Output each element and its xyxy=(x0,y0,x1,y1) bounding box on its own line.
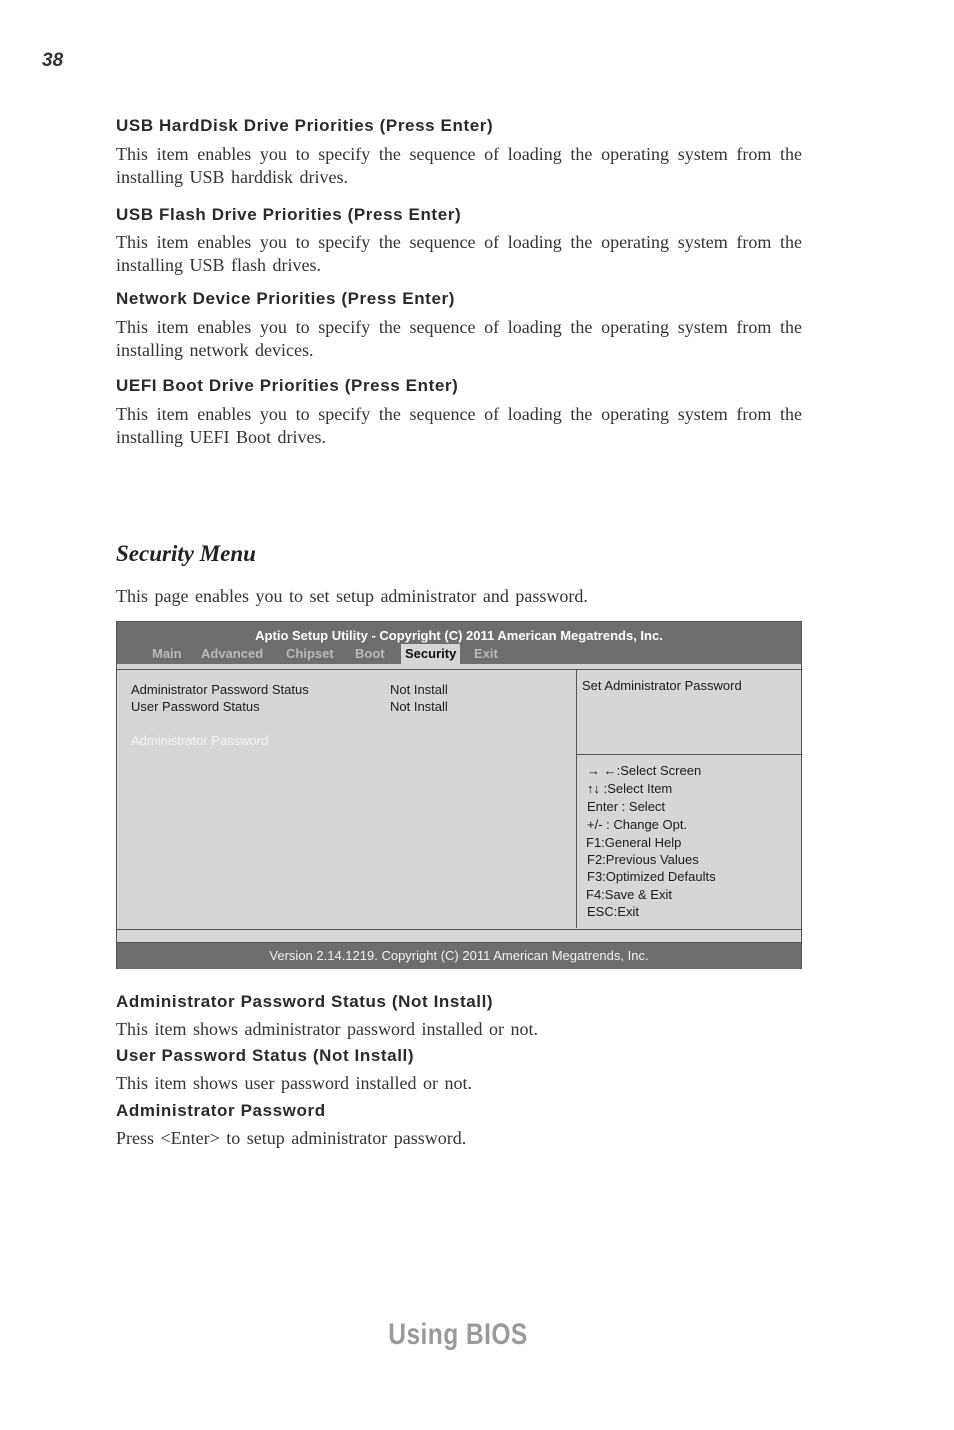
item-description: This item enables you to specify the sequence of loading the operating system from the installing network devices. xyxy=(116,317,802,360)
item-heading: USB HardDisk Drive Priorities (Press Enter) xyxy=(116,116,494,135)
item-heading: USB Flash Drive Priorities (Press Enter) xyxy=(116,205,462,224)
bios-header xyxy=(117,622,801,664)
key-f2: F2:Previous Values xyxy=(587,852,699,867)
item-heading: Administrator Password Status (Not Install) xyxy=(116,992,494,1011)
key-enter: Enter : Select xyxy=(587,799,666,814)
bios-title: Aptio Setup Utility - Copyright (C) 2011 American Megatrends, Inc. xyxy=(255,628,663,643)
key-f4: F4:Save & Exit xyxy=(586,887,672,902)
tab-exit[interactable]: Exit xyxy=(474,646,498,661)
key-label: :Select Screen xyxy=(616,763,702,778)
security-item-admin-status xyxy=(116,992,802,1041)
key-f3: F3:Optimized Defaults xyxy=(587,869,716,884)
item-heading: UEFI Boot Drive Priorities (Press Enter) xyxy=(116,376,459,395)
item-description: Press <Enter> to setup administrator password. xyxy=(116,1128,467,1148)
section-title: Security Menu xyxy=(116,541,256,566)
boot-item-usb-flash xyxy=(116,205,802,277)
bios-screen xyxy=(116,621,802,969)
tab-advanced[interactable]: Advanced xyxy=(201,646,264,661)
item-description: This item enables you to specify the sequence of loading the operating system from the installing UEFI Boot drives. xyxy=(116,404,802,447)
admin-password-status-label: Administrator Password Status xyxy=(131,682,309,697)
key-f1: F1:General Help xyxy=(586,835,682,850)
tab-main[interactable]: Main xyxy=(152,646,182,661)
item-description: This item enables you to specify the sequence of loading the operating system from the installing USB flash drives. xyxy=(116,232,802,275)
user-password-status-value: Not Install xyxy=(390,699,448,714)
help-text: Set Administrator Password xyxy=(582,678,742,693)
user-password-status-label: User Password Status xyxy=(131,699,260,714)
tab-chipset[interactable]: Chipset xyxy=(286,646,334,661)
bios-settings-panel xyxy=(117,670,577,928)
item-heading: User Password Status (Not Install) xyxy=(116,1046,415,1065)
bios-footer xyxy=(117,942,801,969)
tab-boot[interactable]: Boot xyxy=(355,646,385,661)
item-description: This item enables you to specify the sequence of loading the operating system from the installing USB harddisk drives. xyxy=(116,144,802,187)
boot-item-usb-harddisk xyxy=(116,116,802,189)
item-heading: Administrator Password xyxy=(116,1101,326,1120)
left-right-arrow-icon: → ← xyxy=(587,763,617,778)
security-item-user-status xyxy=(116,1046,802,1095)
page-number: 38 xyxy=(42,50,64,71)
item-heading: Network Device Priorities (Press Enter) xyxy=(116,289,455,308)
admin-password-status-value: Not Install xyxy=(390,682,448,697)
section-intro: This page enables you to set setup administrator and password. xyxy=(116,586,588,606)
tab-security[interactable]: Security xyxy=(401,644,460,664)
bios-version: Version 2.14.1219. Copyright (C) 2011 American Megatrends, Inc. xyxy=(269,948,649,963)
security-item-admin-password xyxy=(116,1101,802,1150)
bios-divider xyxy=(117,929,801,930)
key-select-screen xyxy=(587,763,701,778)
up-down-arrow-icon: ↑↓ xyxy=(587,781,600,796)
key-esc: ESC:Exit xyxy=(587,904,640,919)
item-description: This item shows administrator password installed or not. xyxy=(116,1019,538,1039)
bios-key-legend xyxy=(577,755,801,928)
key-label: :Select Item xyxy=(603,781,673,796)
key-change: +/- : Change Opt. xyxy=(587,817,688,832)
item-description: This item shows user password installed or not. xyxy=(116,1073,472,1093)
key-select-item xyxy=(587,781,672,796)
bios-tab-bar xyxy=(117,644,801,664)
boot-item-network xyxy=(116,289,802,362)
bios-help-panel xyxy=(577,670,801,755)
boot-item-uefi xyxy=(116,376,802,449)
footer-chapter-title: Using BIOS xyxy=(388,1318,528,1351)
admin-password-option[interactable]: Administrator Password xyxy=(131,733,269,748)
